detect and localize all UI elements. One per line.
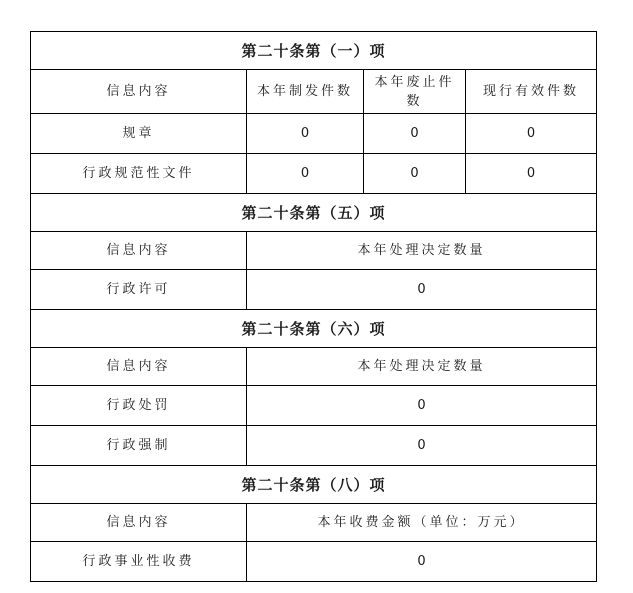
row-value: 0	[247, 270, 597, 309]
row-value: 0	[247, 542, 597, 581]
table-row	[31, 386, 597, 426]
header-info-content: 信息内容	[31, 70, 247, 113]
table-row	[31, 426, 597, 466]
section-title-row	[31, 310, 597, 348]
header-row	[31, 70, 597, 114]
row-label: 行政强制	[31, 426, 247, 465]
header-repealed-count	[364, 70, 466, 113]
header-valid-count: 现行有效件数	[466, 70, 597, 113]
disclosure-table	[30, 31, 597, 582]
header-row	[31, 504, 597, 542]
section-title-row	[31, 466, 597, 504]
header-decision-count: 本年处理决定数量	[247, 232, 597, 269]
row-value-valid: 0	[466, 154, 597, 193]
section-title: 第二十条第（八）项	[31, 466, 597, 503]
section-title-row	[31, 32, 597, 70]
header-repealed-line2: 数	[406, 93, 423, 109]
table-row	[31, 270, 597, 310]
header-info-content: 信息内容	[31, 504, 247, 541]
row-value: 0	[247, 386, 597, 425]
row-value-repealed: 0	[364, 114, 466, 153]
header-issued-count: 本年制发件数	[247, 70, 364, 113]
table-row	[31, 542, 597, 582]
header-info-content: 信息内容	[31, 348, 247, 385]
table-row	[31, 154, 597, 194]
row-label: 行政规范性文件	[31, 154, 247, 193]
header-decision-count: 本年处理决定数量	[247, 348, 597, 385]
row-value-repealed: 0	[364, 154, 466, 193]
section-title: 第二十条第（六）项	[31, 310, 597, 347]
row-value-issued: 0	[247, 154, 364, 193]
header-repealed-line1: 本年废止件	[374, 74, 455, 90]
header-fee-amount: 本年收费金额（单位：万元）	[247, 504, 597, 541]
row-value-issued: 0	[247, 114, 364, 153]
header-row	[31, 232, 597, 270]
row-value: 0	[247, 426, 597, 465]
row-label: 行政处罚	[31, 386, 247, 425]
row-label: 行政事业性收费	[31, 542, 247, 581]
header-info-content: 信息内容	[31, 232, 247, 269]
row-label: 规章	[31, 114, 247, 153]
section-title-row	[31, 194, 597, 232]
section-title: 第二十条第（五）项	[31, 194, 597, 231]
section-title: 第二十条第（一）项	[31, 32, 597, 69]
row-value-valid: 0	[466, 114, 597, 153]
row-label: 行政许可	[31, 270, 247, 309]
header-row	[31, 348, 597, 386]
table-row	[31, 114, 597, 154]
